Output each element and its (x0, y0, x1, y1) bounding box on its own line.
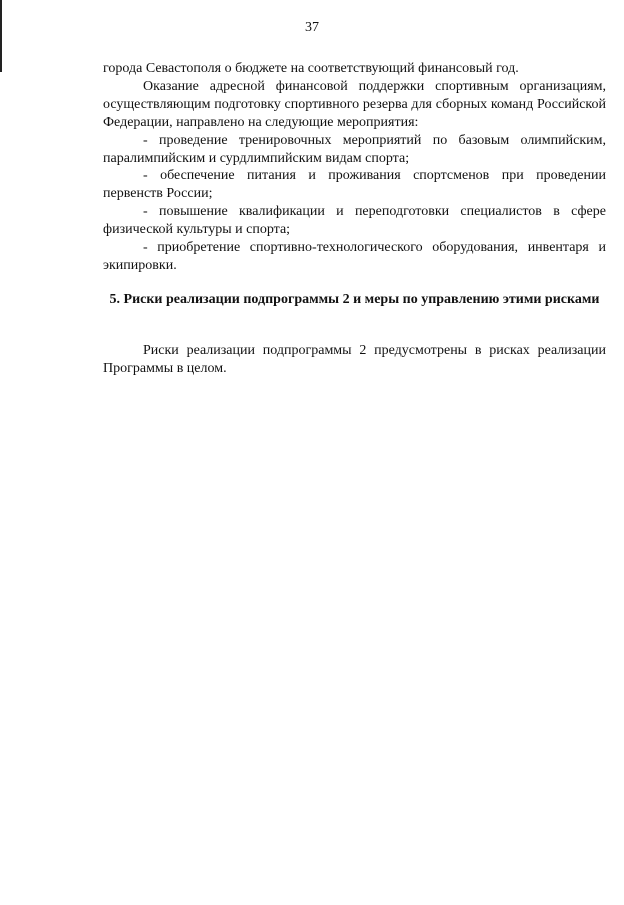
list-item: - обеспечение питания и проживания спортсменов при проведении первенств России; (103, 168, 606, 202)
section-heading: 5. Риски реализации подпрограммы 2 и меры по управлению этими рисками (109, 292, 600, 307)
lead-paragraph: Оказание адресной финансовой поддержки спортивным организациям, осуществляющим подготовку спортивного резерва для сборных команд Российской Федерации, направлено на следующие мероприятия: (103, 78, 606, 130)
section-5-paragraph: Риски реализации подпрограммы 2 предусмотрены в рисках реализации Программы в целом. (103, 343, 606, 376)
intro-section (103, 60, 606, 275)
section-5-body (103, 342, 606, 378)
list-item: - приобретение спортивно-технологического оборудования, инвентаря и экипировки. (103, 240, 606, 273)
list-item: - повышение квалификации и переподготовки специалистов в сфере физической культуры и спорта; (103, 204, 606, 238)
continuation-paragraph: города Севастополя о бюджете на соответствующий финансовый год. (103, 61, 519, 76)
page-number: 37 (305, 20, 319, 35)
scan-edge-mark (0, 0, 2, 72)
list-item: - проведение тренировочных мероприятий по базовым олимпийским, паралимпийским и сурдлимпийским видам спорта; (103, 132, 606, 166)
